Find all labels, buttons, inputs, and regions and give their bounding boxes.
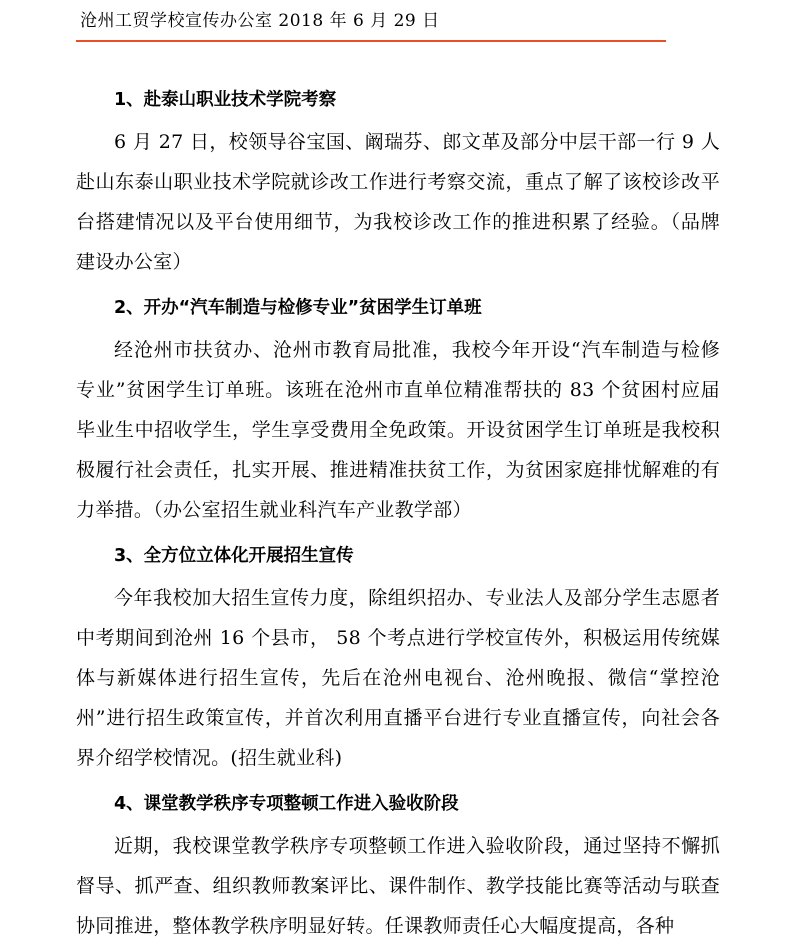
document-header: 沧州工贸学校宣传办公室 2018 年 6 月 29 日 [80, 11, 440, 31]
section-heading: 1、赴泰山职业技术学院考察 [114, 90, 337, 110]
section-paragraph: 今年我校加大招生宣传力度，除组织招办、专业法人及部分学生志愿者中考期间到沧州 16 个县市， 58 个考点进行学校宣传外，积极运用传统媒体与新媒体进行招生宣传，先后在沧州电视台、沧州晚报、微信“掌控沧州”进行招生政策宣传，并首次利用直播平台进行专业直播宣传，向社会各界介绍学校情况。(招生就业科) [76, 587, 720, 769]
section-paragraph: 6 月 27 日，校领导谷宝国、阚瑞芬、郎文革及部分中层干部一行 9 人赴山东泰山职业技术学院就诊改工作进行考察交流，重点了解了该校诊改平台搭建情况以及平台使用细节，为我校诊改工作的推进积累了经验。（品牌建设办公室） [76, 131, 720, 273]
news-section-2 [76, 286, 720, 530]
news-section-3 [76, 534, 720, 778]
section-paragraph: 经沧州市扶贫办、沧州市教育局批准，我校今年开设“汽车制造与检修专业”贫困学生订单班。该班在沧州市直单位精准帮扶的 83 个贫困村应届毕业生中招收学生，学生享受费用全免政策。开设贫困学生订单班是我校积极履行社会责任，扎实开展、推进精准扶贫工作，为贫困家庭排忧解难的有力举措。（办公室招生就业科汽车产业教学部） [76, 339, 720, 521]
section-heading: 3、全方位立体化开展招生宣传 [114, 546, 354, 566]
news-section-4 [76, 782, 720, 946]
news-section-1 [76, 78, 720, 282]
section-heading: 2、开办“汽车制造与检修专业”贫困学生订单班 [114, 298, 482, 318]
section-paragraph: 近期，我校课堂教学秩序专项整顿工作进入验收阶段，通过坚持不懈抓督导、抓严查、组织教师教案评比、课件制作、教学技能比赛等活动与联查协同推进，整体教学秩序明显好转。任课教师责任心大幅度提高，各种 [76, 835, 720, 937]
header-rule [76, 40, 666, 42]
document-body [76, 78, 720, 950]
section-heading: 4、课堂教学秩序专项整顿工作进入验收阶段 [114, 794, 459, 814]
